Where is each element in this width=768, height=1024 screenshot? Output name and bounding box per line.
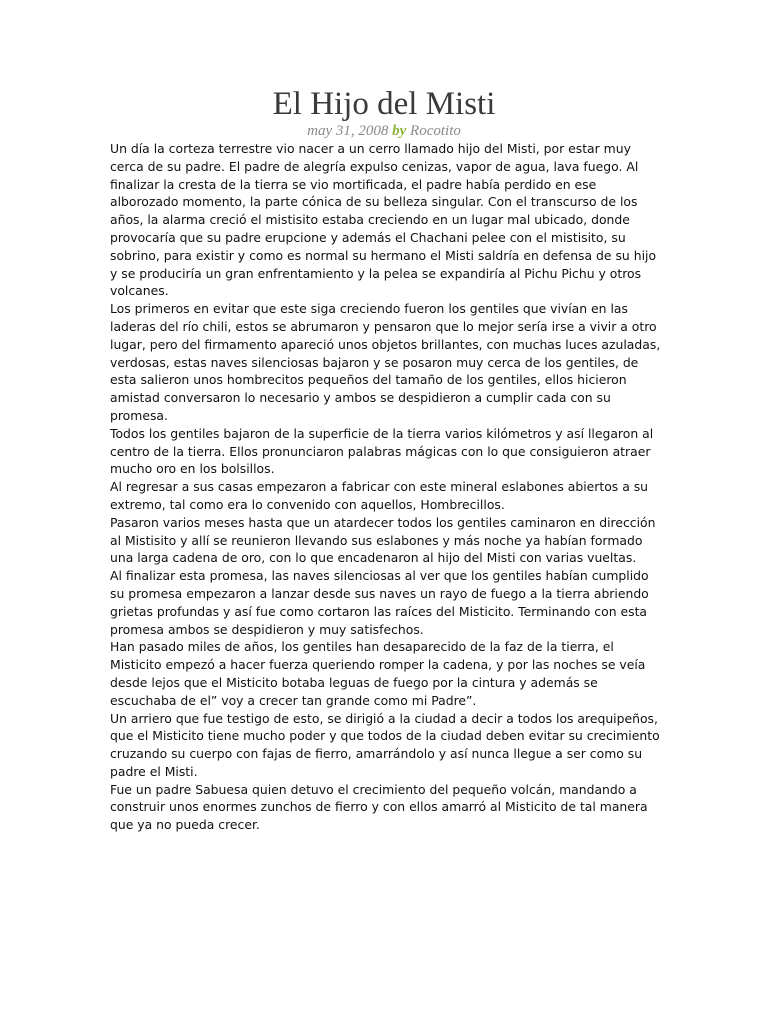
paragraph: Pasaron varios meses hasta que un atardecer todos los gentiles caminaron en dirección al Mistisito y allí se reunieron llevando sus eslabones y más noche ya habían formado una larga cadena de oro, con lo que encadenaron al hijo del Misti con varias vueltas. [110, 514, 656, 566]
paragraph: Los primeros en evitar que este siga creciendo fueron los gentiles que vivían en las laderas del río chili, estos se abrumaron y pensaron que lo mejor sería irse a vivir a otro lugar, pero del firmamento apareció unos objetos brillantes, con muchas luces azuladas, verdosas, estas naves silenciosas bajaron y se posaron muy cerca de los gentiles, de esta salieron unos hombrecitos pequeños del tamaño de los gentiles, ellos hicieron amistad conversaron lo necesario y ambos se despidieron a cumplir cada con su promesa. [110, 301, 661, 423]
byline-by: by [392, 123, 407, 139]
article-title: El Hijo del Misti [272, 86, 496, 122]
article-byline [0, 122, 768, 140]
paragraph: Todos los gentiles bajaron de la superficie de la tierra varios kilómetros y así llegaron al centro de la tierra. Ellos pronunciaron palabras mágicas con lo que consiguieron atraer mucho oro en los bolsillos. [110, 425, 654, 477]
paragraph: Un día la corteza terrestre vio nacer a un cerro llamado hijo del Misti, por estar muy cerca de su padre. El padre de alegría expulso cenizas, vapor de agua, lava fuego. Al finalizar la cresta de la tierra se vio mortificada, el padre había perdido en ese alborozado momento, la parte cónica de su belleza singular. Con el transcurso de los años, la alarma creció el mistisito estaba creciendo en un lugar mal ubicado, donde provocaría que su padre erupcione y además el Chachani pelee con el mistisito, su sobrino, para existir y como es normal su hermano el Misti saldría en defensa de su hijo y se produciría un gran enfrentamiento y la pelea se expandiría al Pichu Pichu y otros volcanes. [110, 141, 657, 299]
paragraph: Al finalizar esta promesa, las naves silenciosas al ver que los gentiles habían cumplido su promesa empezaron a lanzar desde sus naves un rayo de fuego a la tierra abriendo grietas profundas y así fue como cortaron las raíces del Misticito. Terminando con esta promesa ambos se despidieron y muy satisfechos. [110, 568, 649, 637]
article-author: Rocotito [410, 123, 461, 139]
paragraph: Un arriero que fue testigo de esto, se dirigió a la ciudad a decir a todos los arequipeños, que el Misticito tiene mucho poder y que todos de la ciudad deben evitar su crecimiento cruzando su cuerpo con fajas de fierro, amarrándolo y así nunca llegue a ser como su padre el Misti. [110, 710, 660, 779]
paragraph: Fue un padre Sabuesa quien detuvo el crecimiento del pequeño volcán, mandando a construir unos enormes zunchos de fierro y con ellos amarró al Misticito de tal manera que ya no pueda crecer. [110, 781, 648, 833]
paragraph: Al regresar a sus casas empezaron a fabricar con este mineral eslabones abiertos a su extremo, tal como era lo convenido con aquellos, Hombrecillos. [110, 479, 649, 512]
article-date: may 31, 2008 [307, 123, 389, 139]
article-body [110, 140, 662, 834]
paragraph: Han pasado miles de años, los gentiles han desaparecido de la faz de la tierra, el Misticito empezó a hacer fuerza queriendo romper la cadena, y por las noches se veía desde lejos que el Misticito botaba leguas de fuego por la cintura y además se escuchaba de el” voy a crecer tan grande como mi Padre”. [110, 639, 646, 708]
